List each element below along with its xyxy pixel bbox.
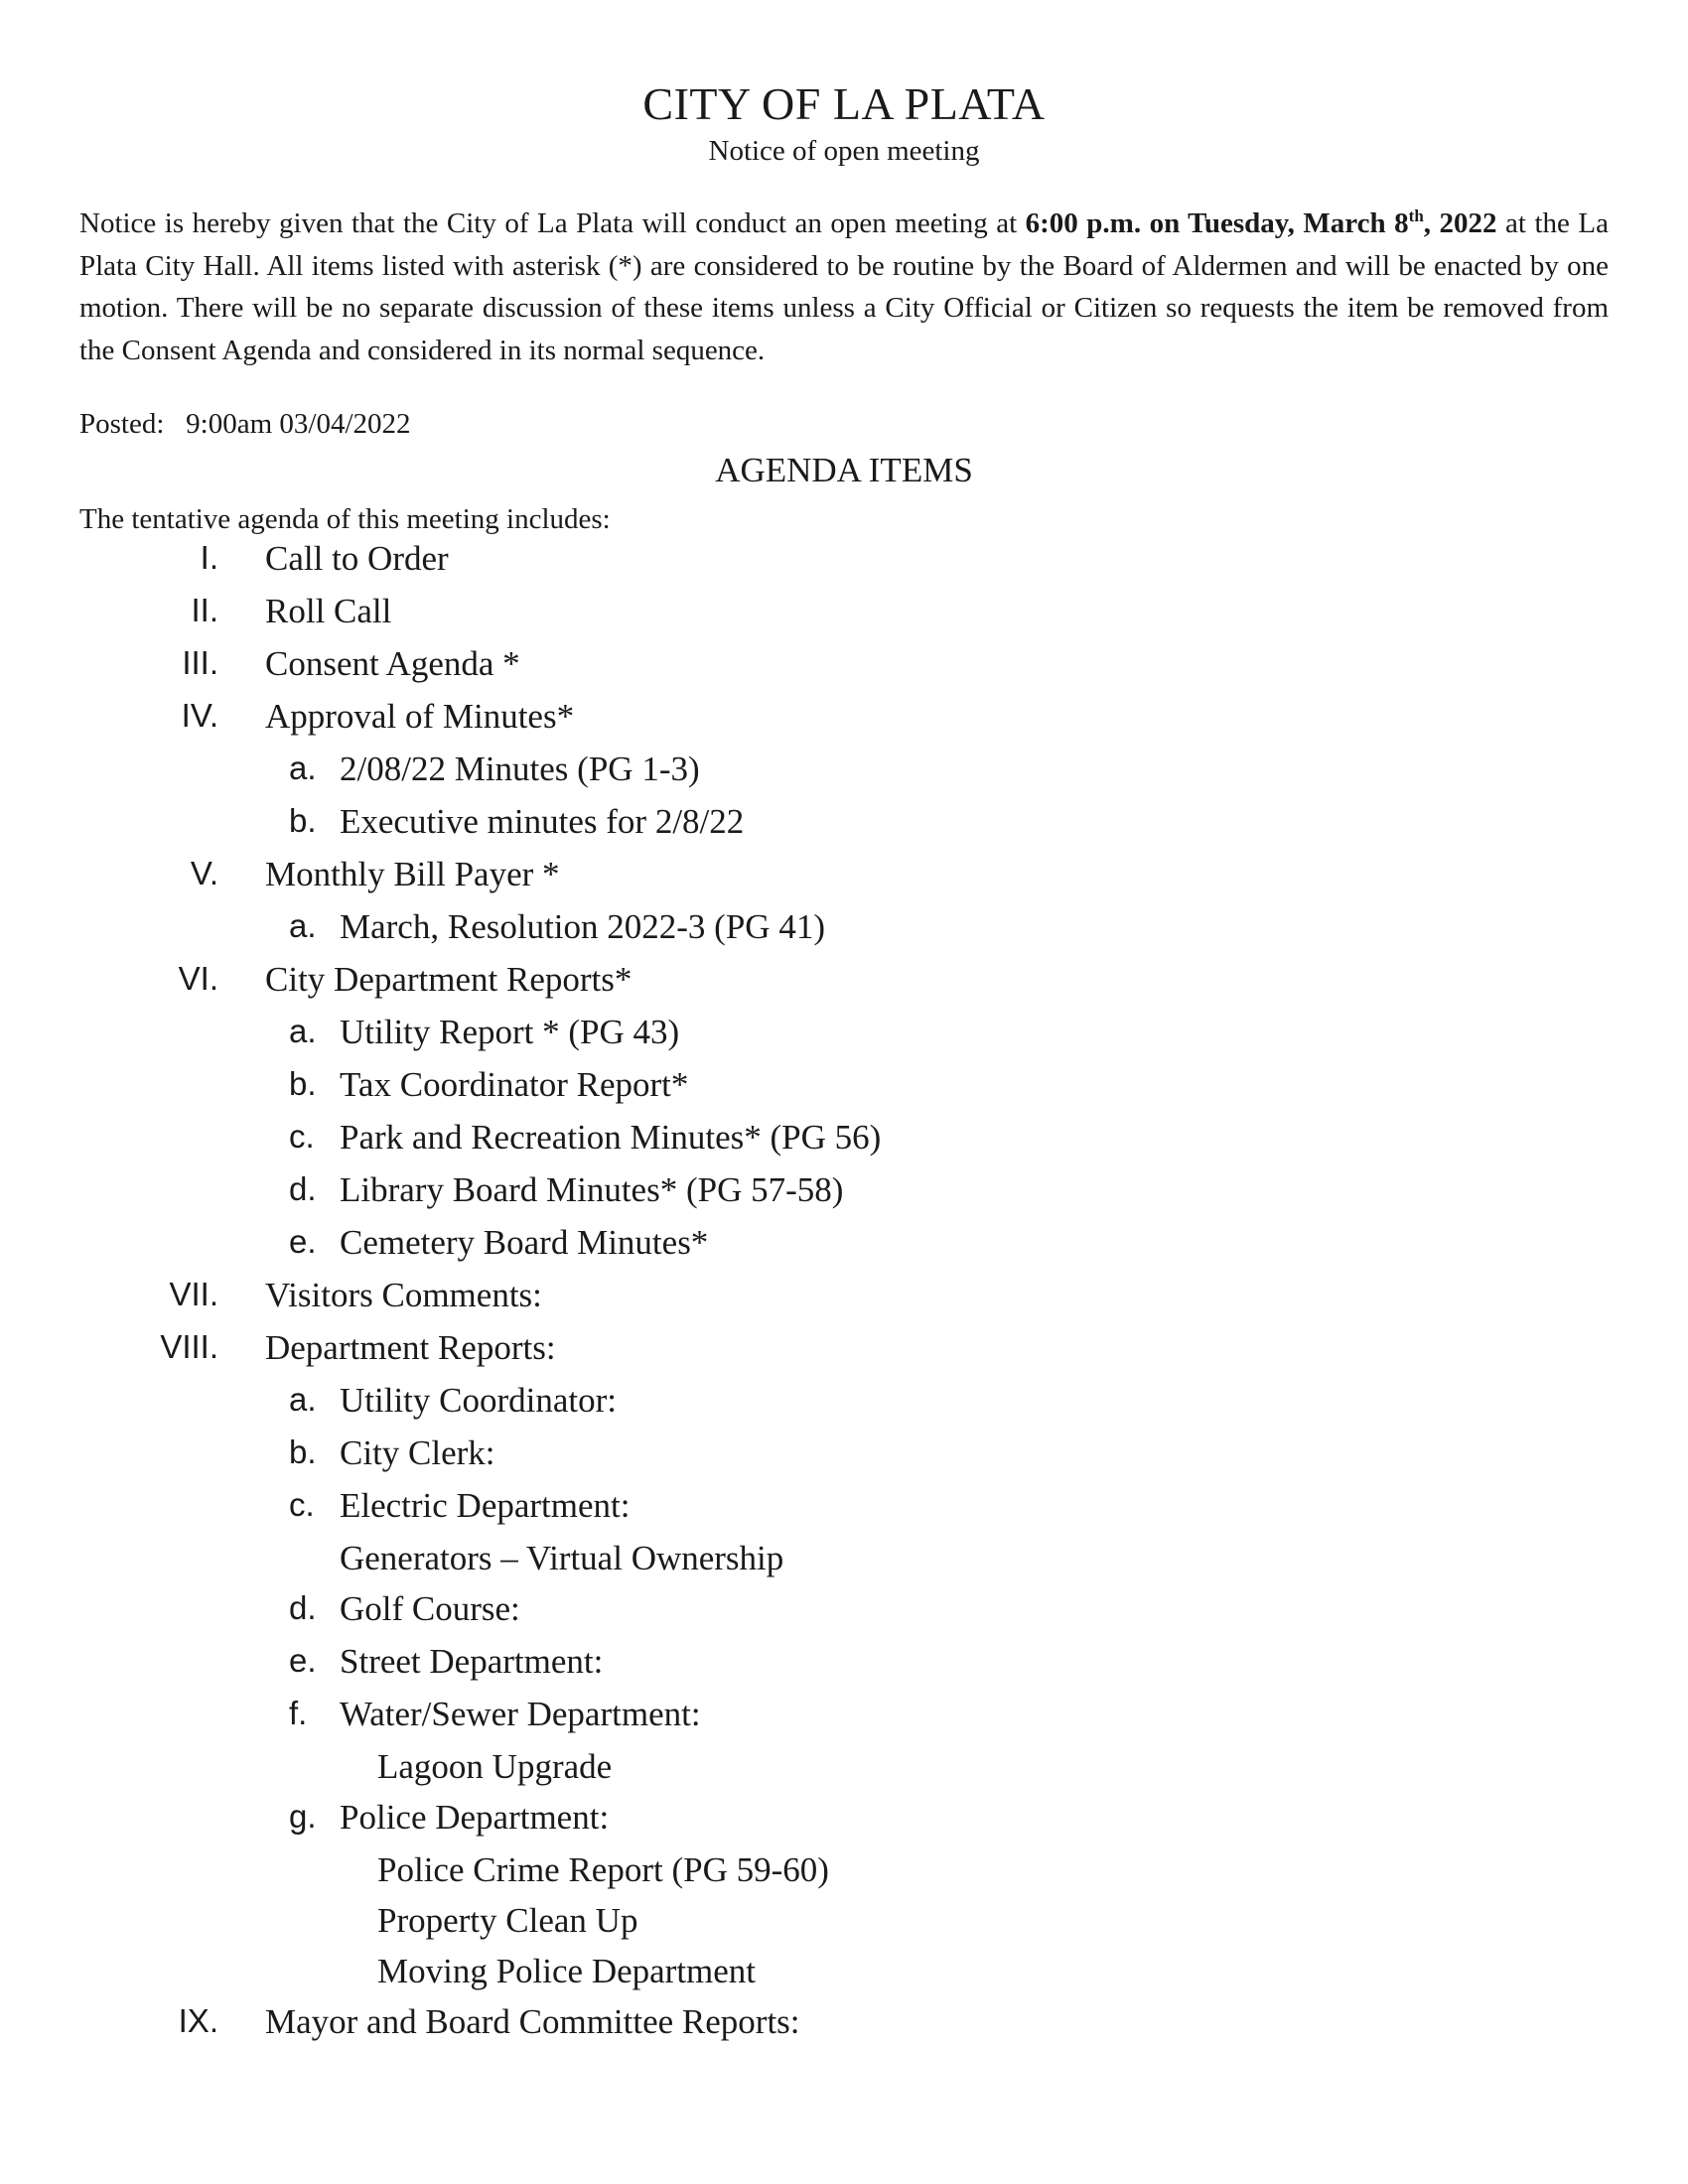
agenda-subitem-label: Water/Sewer Department:: [340, 1695, 701, 1733]
posted-value: 9:00am 03/04/2022: [186, 408, 411, 440]
agenda-subitem-label: City Clerk:: [340, 1433, 495, 1472]
agenda-subitem-label: 2/08/22 Minutes (PG 1-3): [340, 750, 700, 788]
notice-paragraph: [79, 203, 1609, 371]
agenda-item-numeral: VII.: [169, 1276, 218, 1312]
agenda-subitem-letter: a.: [289, 907, 317, 944]
agenda-subitem-label: Utility Report * (PG 43): [340, 1013, 680, 1051]
agenda-subnote-text: Moving Police Department: [377, 1952, 757, 1990]
posted-line: [79, 408, 411, 441]
meeting-time: [1026, 207, 1497, 239]
agenda-heading: AGENDA ITEMS: [715, 451, 973, 489]
agenda-item-numeral: VI.: [178, 960, 218, 997]
agenda-subitem-label: Executive minutes for 2/8/22: [340, 802, 745, 841]
agenda-item-numeral: V.: [190, 855, 218, 891]
agenda-subitem-label: March, Resolution 2022-3 (PG 41): [340, 907, 825, 946]
agenda-subitem-label: Park and Recreation Minutes* (PG 56): [340, 1118, 882, 1157]
agenda-item-numeral: IX.: [178, 2002, 218, 2039]
agenda-item-label: Roll Call: [265, 592, 392, 630]
meeting-year: , 2022: [1423, 207, 1497, 239]
agenda-subitem-label: Tax Coordinator Report*: [340, 1065, 689, 1104]
agenda-item-label: City Department Reports*: [265, 960, 633, 999]
agenda-subitem-letter: a.: [289, 1381, 317, 1418]
ordinal-suffix: th: [1408, 206, 1424, 225]
agenda-item-label: Visitors Comments:: [265, 1276, 542, 1314]
notice-text-start: Notice is hereby given that the City of La Plata will conduct an open meeting at: [79, 207, 1026, 239]
agenda-subitem-letter: c.: [289, 1486, 315, 1523]
agenda-subitem-letter: d.: [289, 1589, 317, 1626]
agenda-subitem-letter: a.: [289, 1013, 317, 1049]
agenda-item-numeral: II.: [191, 592, 218, 628]
agenda-subitem-label: Library Board Minutes* (PG 57-58): [340, 1170, 844, 1209]
agenda-subnote-text: Generators – Virtual Ownership: [340, 1539, 784, 1577]
agenda-item-label: Approval of Minutes*: [265, 697, 575, 736]
agenda-subitem-letter: a.: [289, 750, 317, 786]
agenda-item-numeral: VIII.: [160, 1328, 218, 1365]
agenda-intro: The tentative agenda of this meeting includes:: [79, 503, 611, 535]
agenda-item-numeral: I.: [200, 539, 218, 576]
agenda-subitem-letter: d.: [289, 1170, 317, 1207]
agenda-item-numeral: III.: [182, 644, 218, 681]
agenda-subitem-letter: b.: [289, 802, 317, 839]
page-title: CITY OF LA PLATA: [642, 78, 1046, 129]
notice-text-rest: at the La Plata City Hall. All items listed with asterisk (*) are considered to be routine by the Board of Aldermen and will be enacted by one motion. There will be no separate discussion of these items unless a City Official or Citizen so requests the item be removed from the Consent Agenda and considered in its normal sequence.: [79, 207, 1609, 366]
agenda-subitem-letter: b.: [289, 1065, 317, 1102]
agenda-subitem-label: Utility Coordinator:: [340, 1381, 618, 1420]
page-subtitle: Notice of open meeting: [708, 135, 980, 167]
agenda-item-numeral: IV.: [181, 697, 218, 734]
agenda-item-label: Monthly Bill Payer *: [265, 855, 560, 893]
meeting-time-main: 6:00 p.m. on Tuesday, March 8: [1025, 207, 1409, 239]
agenda-item-label: Call to Order: [265, 539, 449, 578]
agenda-subitem-letter: g.: [289, 1798, 317, 1835]
agenda-subitem-letter: e.: [289, 1223, 317, 1260]
agenda-item-label: Consent Agenda *: [265, 644, 520, 683]
agenda-subitem-letter: f.: [289, 1695, 308, 1731]
agenda-subitem-label: Cemetery Board Minutes*: [340, 1223, 709, 1262]
agenda-subnote-text: Lagoon Upgrade: [377, 1747, 613, 1786]
agenda-subitem-label: Electric Department:: [340, 1486, 631, 1525]
agenda-subitem-label: Street Department:: [340, 1642, 604, 1681]
posted-label: Posted:: [79, 408, 165, 440]
agenda-subitem-letter: b.: [289, 1433, 317, 1470]
agenda-subitem-label: Golf Course:: [340, 1589, 520, 1628]
agenda-item-label: Department Reports:: [265, 1328, 556, 1367]
agenda-subitem-letter: c.: [289, 1118, 315, 1155]
agenda-subnote-text: Police Crime Report (PG 59-60): [377, 1850, 829, 1889]
agenda-subnote-text: Property Clean Up: [377, 1901, 638, 1940]
agenda-item-label: Mayor and Board Committee Reports:: [265, 2002, 800, 2041]
agenda-subitem-label: Police Department:: [340, 1798, 610, 1837]
agenda-subitem-letter: e.: [289, 1642, 317, 1679]
